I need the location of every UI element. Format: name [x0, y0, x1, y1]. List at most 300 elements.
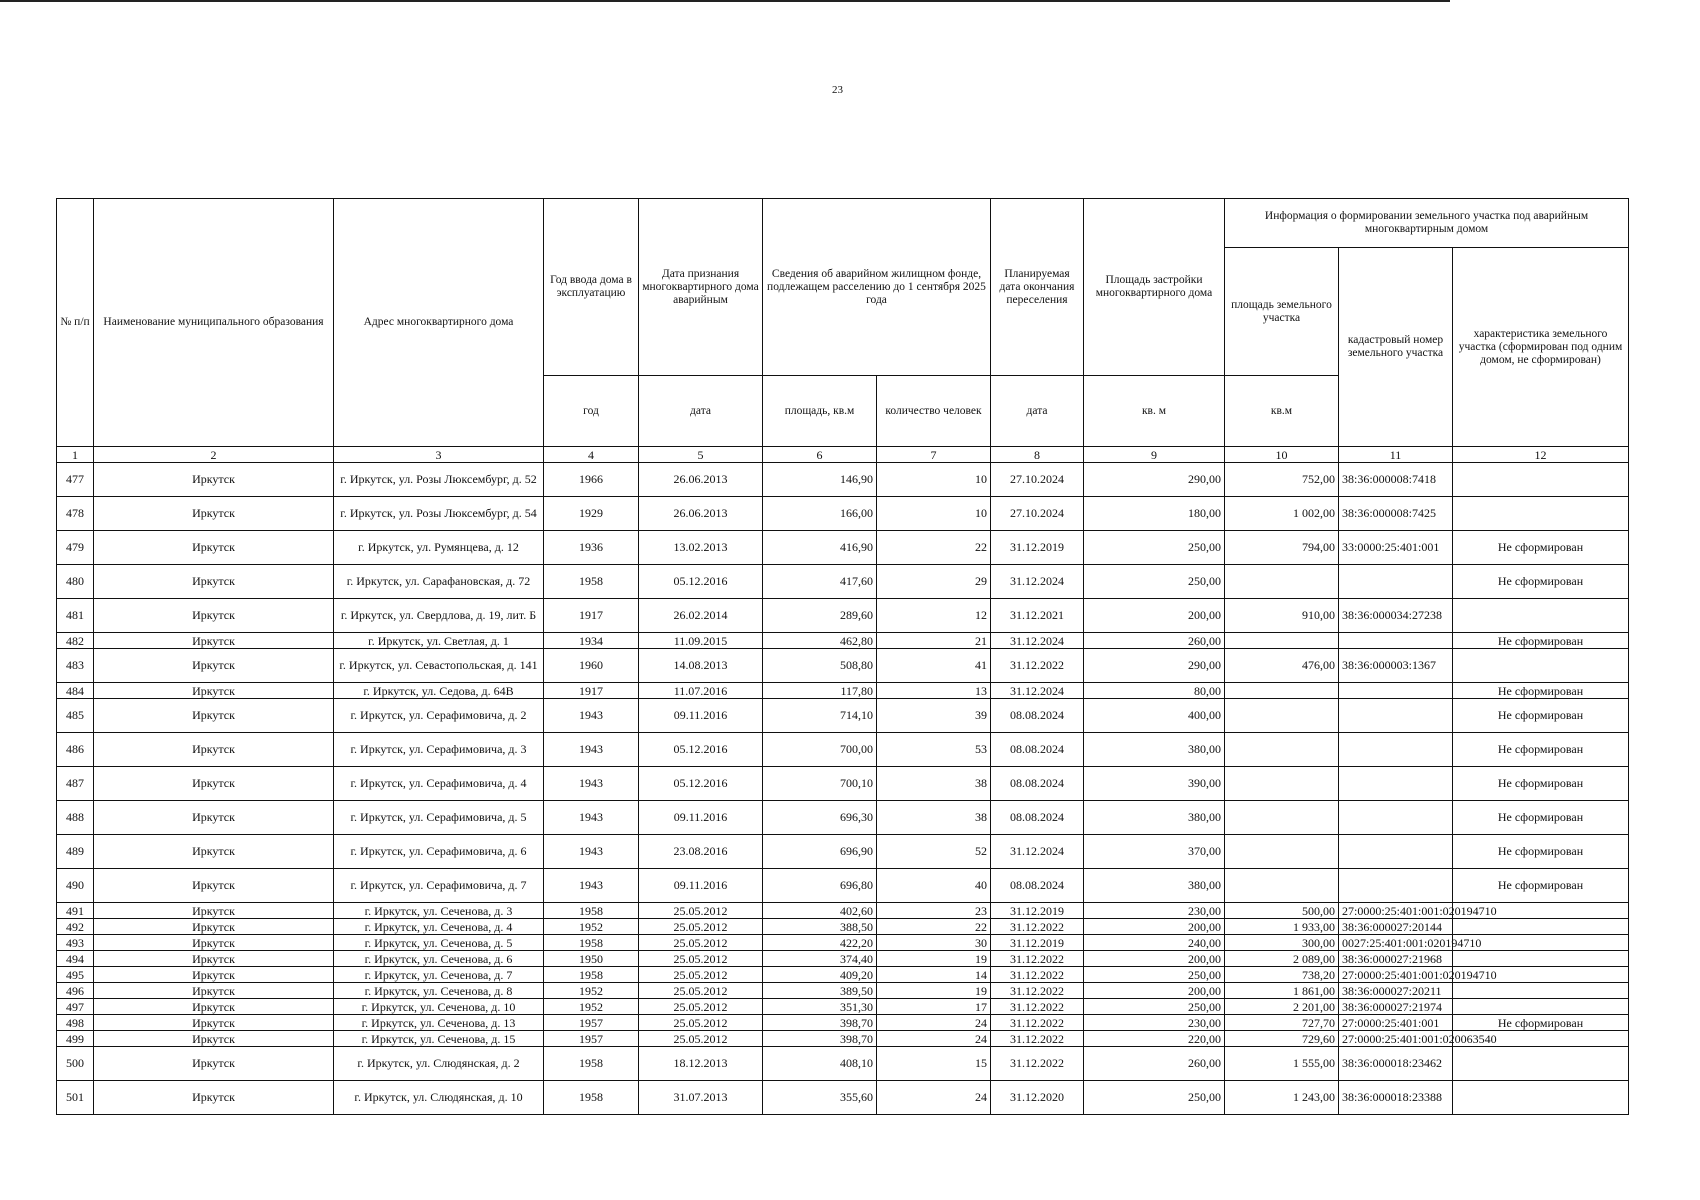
year-cell: 1943	[544, 699, 639, 733]
cadastral-cell: 38:36:000018:23462	[1339, 1047, 1453, 1081]
column-number: 5	[639, 447, 763, 463]
year-cell: 1917	[544, 599, 639, 633]
building-area-cell: 290,00	[1084, 463, 1225, 497]
area-cell: 398,70	[763, 1031, 877, 1047]
building-area-cell: 250,00	[1084, 565, 1225, 599]
land-area-cell	[1225, 699, 1339, 733]
table-row	[57, 633, 1629, 649]
planned-date-cell: 27.10.2024	[991, 463, 1084, 497]
area-cell: 374,40	[763, 951, 877, 967]
building-area-cell: 200,00	[1084, 951, 1225, 967]
year-cell: 1929	[544, 497, 639, 531]
planned-date-cell: 31.12.2022	[991, 983, 1084, 999]
municipality-cell: Иркутск	[94, 967, 334, 983]
row-number: 496	[57, 983, 94, 999]
header-address: Адрес многоквартирного дома	[334, 199, 544, 447]
year-cell: 1952	[544, 919, 639, 935]
table-row	[57, 983, 1629, 999]
land-characteristic-cell: Не сформирован	[1453, 835, 1629, 869]
people-cell: 22	[877, 919, 991, 935]
table-row	[57, 497, 1629, 531]
date-cell: 31.07.2013	[639, 1081, 763, 1115]
land-area-cell: 1 243,00	[1225, 1081, 1339, 1115]
row-number: 477	[57, 463, 94, 497]
building-area-cell: 380,00	[1084, 869, 1225, 903]
municipality-cell: Иркутск	[94, 1047, 334, 1081]
table-row	[57, 1031, 1629, 1047]
building-area-cell: 200,00	[1084, 919, 1225, 935]
row-number: 492	[57, 919, 94, 935]
municipality-cell: Иркутск	[94, 869, 334, 903]
planned-date-cell: 27.10.2024	[991, 497, 1084, 531]
municipality-cell: Иркутск	[94, 835, 334, 869]
building-area-cell: 370,00	[1084, 835, 1225, 869]
table-row	[57, 1015, 1629, 1031]
date-cell: 25.05.2012	[639, 919, 763, 935]
area-cell: 408,10	[763, 1047, 877, 1081]
land-characteristic-cell	[1453, 1047, 1629, 1081]
people-cell: 10	[877, 463, 991, 497]
people-cell: 24	[877, 1015, 991, 1031]
area-cell: 700,00	[763, 733, 877, 767]
land-characteristic-cell: Не сформирован	[1453, 633, 1629, 649]
land-characteristic-cell: Не сформирован	[1453, 683, 1629, 699]
area-cell: 388,50	[763, 919, 877, 935]
date-cell: 09.11.2016	[639, 869, 763, 903]
table-row	[57, 699, 1629, 733]
building-area-cell: 200,00	[1084, 983, 1225, 999]
people-cell: 10	[877, 497, 991, 531]
municipality-cell: Иркутск	[94, 767, 334, 801]
table-row	[57, 683, 1629, 699]
people-cell: 23	[877, 903, 991, 919]
area-cell: 402,60	[763, 903, 877, 919]
people-cell: 15	[877, 1047, 991, 1081]
area-cell: 422,20	[763, 935, 877, 951]
table-row	[57, 903, 1629, 919]
header-municipality: Наименование муниципального образования	[94, 199, 334, 447]
land-area-cell: 476,00	[1225, 649, 1339, 683]
date-cell: 09.11.2016	[639, 801, 763, 835]
building-area-cell: 230,00	[1084, 1015, 1225, 1031]
planned-date-cell: 31.12.2022	[991, 999, 1084, 1015]
land-characteristic-cell	[1453, 983, 1629, 999]
table-row	[57, 733, 1629, 767]
cadastral-cell	[1339, 633, 1453, 649]
address-cell: г. Иркутск, ул. Севастопольская, д. 141	[334, 649, 544, 683]
table-row	[57, 801, 1629, 835]
row-number: 478	[57, 497, 94, 531]
address-cell: г. Иркутск, ул. Сеченова, д. 10	[334, 999, 544, 1015]
year-cell: 1950	[544, 951, 639, 967]
cadastral-cell: 38:36:000027:21974	[1339, 999, 1453, 1015]
planned-date-cell: 08.08.2024	[991, 733, 1084, 767]
people-cell: 24	[877, 1031, 991, 1047]
building-area-cell: 380,00	[1084, 733, 1225, 767]
area-cell: 146,90	[763, 463, 877, 497]
land-characteristic-cell	[1453, 951, 1629, 967]
planned-date-cell: 31.12.2022	[991, 1047, 1084, 1081]
row-number: 490	[57, 869, 94, 903]
building-area-cell: 80,00	[1084, 683, 1225, 699]
year-cell: 1957	[544, 1015, 639, 1031]
people-cell: 52	[877, 835, 991, 869]
address-cell: г. Иркутск, ул. Серафимовича, д. 2	[334, 699, 544, 733]
column-number: 2	[94, 447, 334, 463]
municipality-cell: Иркутск	[94, 1015, 334, 1031]
year-cell: 1917	[544, 683, 639, 699]
address-cell: г. Иркутск, ул. Сеченова, д. 13	[334, 1015, 544, 1031]
row-number: 486	[57, 733, 94, 767]
subheader-people: количество человек	[877, 376, 991, 447]
cadastral-cell: 38:36:000003:1367	[1339, 649, 1453, 683]
table-row	[57, 967, 1629, 983]
header-date-emergency: Дата признания многоквартирного дома аварийным	[639, 199, 763, 376]
planned-date-cell: 31.12.2022	[991, 1015, 1084, 1031]
municipality-cell: Иркутск	[94, 633, 334, 649]
cadastral-cell	[1339, 869, 1453, 903]
people-cell: 38	[877, 801, 991, 835]
year-cell: 1958	[544, 1081, 639, 1115]
planned-date-cell: 08.08.2024	[991, 801, 1084, 835]
column-number: 9	[1084, 447, 1225, 463]
building-area-cell: 390,00	[1084, 767, 1225, 801]
municipality-cell: Иркутск	[94, 463, 334, 497]
planned-date-cell: 31.12.2024	[991, 683, 1084, 699]
cadastral-cell: 38:36:000027:20144	[1339, 919, 1453, 935]
date-cell: 25.05.2012	[639, 1031, 763, 1047]
area-cell: 696,30	[763, 801, 877, 835]
cadastral-cell	[1339, 835, 1453, 869]
column-number: 8	[991, 447, 1084, 463]
planned-date-cell: 31.12.2021	[991, 599, 1084, 633]
year-cell: 1958	[544, 935, 639, 951]
table-row	[57, 919, 1629, 935]
area-cell: 409,20	[763, 967, 877, 983]
people-cell: 19	[877, 983, 991, 999]
municipality-cell: Иркутск	[94, 565, 334, 599]
date-cell: 25.05.2012	[639, 1015, 763, 1031]
header-planned-date: Планируемая дата окончания переселения	[991, 199, 1084, 376]
planned-date-cell: 08.08.2024	[991, 699, 1084, 733]
land-area-cell: 738,20	[1225, 967, 1339, 983]
table-row	[57, 1047, 1629, 1081]
year-cell: 1943	[544, 869, 639, 903]
land-characteristic-cell: Не сформирован	[1453, 733, 1629, 767]
column-number-row	[57, 447, 1629, 463]
address-cell: г. Иркутск, ул. Серафимовича, д. 6	[334, 835, 544, 869]
cadastral-cell: 27:0000:25:401:001:020063540	[1339, 1031, 1453, 1047]
area-cell: 398,70	[763, 1015, 877, 1031]
municipality-cell: Иркутск	[94, 1081, 334, 1115]
date-cell: 05.12.2016	[639, 565, 763, 599]
address-cell: г. Иркутск, ул. Розы Люксембург, д. 52	[334, 463, 544, 497]
year-cell: 1943	[544, 835, 639, 869]
land-area-cell	[1225, 565, 1339, 599]
year-cell: 1958	[544, 1047, 639, 1081]
municipality-cell: Иркутск	[94, 649, 334, 683]
land-area-cell	[1225, 835, 1339, 869]
header-year-built: Год ввода дома в эксплуатацию	[544, 199, 639, 376]
address-cell: г. Иркутск, ул. Серафимовича, д. 5	[334, 801, 544, 835]
year-cell: 1936	[544, 531, 639, 565]
cadastral-cell: 0027:25:401:001:020194710	[1339, 935, 1453, 951]
cadastral-cell	[1339, 733, 1453, 767]
cadastral-cell: 38:36:000027:20211	[1339, 983, 1453, 999]
table-row	[57, 531, 1629, 565]
municipality-cell: Иркутск	[94, 919, 334, 935]
area-cell: 355,60	[763, 1081, 877, 1115]
area-cell: 289,60	[763, 599, 877, 633]
subheader-year: год	[544, 376, 639, 447]
area-cell: 508,80	[763, 649, 877, 683]
land-area-cell	[1225, 801, 1339, 835]
planned-date-cell: 31.12.2022	[991, 951, 1084, 967]
table-row	[57, 1081, 1629, 1115]
cadastral-cell: 38:36:000027:21968	[1339, 951, 1453, 967]
municipality-cell: Иркутск	[94, 951, 334, 967]
land-area-cell: 1 555,00	[1225, 1047, 1339, 1081]
planned-date-cell: 31.12.2020	[991, 1081, 1084, 1115]
municipality-cell: Иркутск	[94, 935, 334, 951]
land-area-cell: 500,00	[1225, 903, 1339, 919]
people-cell: 24	[877, 1081, 991, 1115]
column-number: 12	[1453, 447, 1629, 463]
people-cell: 41	[877, 649, 991, 683]
year-cell: 1958	[544, 903, 639, 919]
row-number: 498	[57, 1015, 94, 1031]
header-land-characteristic: характеристика земельного участка (сформирован под одним домом, не сформирован)	[1453, 248, 1629, 447]
land-characteristic-cell	[1453, 497, 1629, 531]
land-characteristic-cell	[1453, 463, 1629, 497]
table-row	[57, 463, 1629, 497]
land-characteristic-cell	[1453, 999, 1629, 1015]
row-number: 483	[57, 649, 94, 683]
row-number: 499	[57, 1031, 94, 1047]
subheader-land-kvm: кв.м	[1225, 376, 1339, 447]
municipality-cell: Иркутск	[94, 983, 334, 999]
row-number: 495	[57, 967, 94, 983]
building-area-cell: 230,00	[1084, 903, 1225, 919]
date-cell: 26.06.2013	[639, 463, 763, 497]
area-cell: 166,00	[763, 497, 877, 531]
municipality-cell: Иркутск	[94, 1031, 334, 1047]
address-cell: г. Иркутск, ул. Седова, д. 64В	[334, 683, 544, 699]
land-characteristic-cell: Не сформирован	[1453, 531, 1629, 565]
municipality-cell: Иркутск	[94, 801, 334, 835]
year-cell: 1958	[544, 565, 639, 599]
emergency-housing-table	[56, 198, 1629, 1115]
area-cell: 416,90	[763, 531, 877, 565]
year-cell: 1943	[544, 767, 639, 801]
row-number: 485	[57, 699, 94, 733]
cadastral-cell	[1339, 565, 1453, 599]
table-row	[57, 599, 1629, 633]
land-area-cell: 2 089,00	[1225, 951, 1339, 967]
cadastral-cell: 27:0000:25:401:001	[1339, 1015, 1453, 1031]
date-cell: 18.12.2013	[639, 1047, 763, 1081]
table-row	[57, 935, 1629, 951]
planned-date-cell: 31.12.2022	[991, 919, 1084, 935]
address-cell: г. Иркутск, ул. Сеченова, д. 7	[334, 967, 544, 983]
planned-date-cell: 31.12.2019	[991, 935, 1084, 951]
land-area-cell: 729,60	[1225, 1031, 1339, 1047]
date-cell: 25.05.2012	[639, 967, 763, 983]
land-area-cell: 300,00	[1225, 935, 1339, 951]
building-area-cell: 260,00	[1084, 1047, 1225, 1081]
people-cell: 17	[877, 999, 991, 1015]
subheader-building-kvm: кв. м	[1084, 376, 1225, 447]
people-cell: 38	[877, 767, 991, 801]
date-cell: 26.06.2013	[639, 497, 763, 531]
year-cell: 1943	[544, 801, 639, 835]
table-row	[57, 565, 1629, 599]
building-area-cell: 250,00	[1084, 1081, 1225, 1115]
row-number: 479	[57, 531, 94, 565]
year-cell: 1966	[544, 463, 639, 497]
address-cell: г. Иркутск, ул. Розы Люксембург, д. 54	[334, 497, 544, 531]
land-area-cell: 1 861,00	[1225, 983, 1339, 999]
people-cell: 13	[877, 683, 991, 699]
address-cell: г. Иркутск, ул. Серафимовича, д. 4	[334, 767, 544, 801]
address-cell: г. Иркутск, ул. Сеченова, д. 8	[334, 983, 544, 999]
land-characteristic-cell	[1453, 599, 1629, 633]
area-cell: 696,90	[763, 835, 877, 869]
land-characteristic-cell: Не сформирован	[1453, 767, 1629, 801]
municipality-cell: Иркутск	[94, 999, 334, 1015]
column-number: 10	[1225, 447, 1339, 463]
building-area-cell: 260,00	[1084, 633, 1225, 649]
land-area-cell	[1225, 633, 1339, 649]
planned-date-cell: 08.08.2024	[991, 869, 1084, 903]
people-cell: 21	[877, 633, 991, 649]
address-cell: г. Иркутск, ул. Серафимовича, д. 3	[334, 733, 544, 767]
address-cell: г. Иркутск, ул. Сеченова, д. 6	[334, 951, 544, 967]
date-cell: 09.11.2016	[639, 699, 763, 733]
address-cell: г. Иркутск, ул. Сеченова, д. 4	[334, 919, 544, 935]
cadastral-cell: 38:36:000034:27238	[1339, 599, 1453, 633]
address-cell: г. Иркутск, ул. Румянцева, д. 12	[334, 531, 544, 565]
land-characteristic-cell	[1453, 1081, 1629, 1115]
people-cell: 40	[877, 869, 991, 903]
year-cell: 1934	[544, 633, 639, 649]
date-cell: 11.07.2016	[639, 683, 763, 699]
land-characteristic-cell: Не сформирован	[1453, 801, 1629, 835]
subheader-planned-date: дата	[991, 376, 1084, 447]
row-number: 500	[57, 1047, 94, 1081]
cadastral-cell: 27:0000:25:401:001:020194710	[1339, 903, 1453, 919]
address-cell: г. Иркутск, ул. Свердлова, д. 19, лит. Б	[334, 599, 544, 633]
land-area-cell	[1225, 683, 1339, 699]
column-number: 7	[877, 447, 991, 463]
municipality-cell: Иркутск	[94, 903, 334, 919]
header-num: № п/п	[57, 199, 94, 447]
people-cell: 39	[877, 699, 991, 733]
table-row	[57, 767, 1629, 801]
land-area-cell	[1225, 767, 1339, 801]
table-row	[57, 999, 1629, 1015]
address-cell: г. Иркутск, ул. Сеченова, д. 3	[334, 903, 544, 919]
planned-date-cell: 08.08.2024	[991, 767, 1084, 801]
land-area-cell: 794,00	[1225, 531, 1339, 565]
building-area-cell: 250,00	[1084, 967, 1225, 983]
land-area-cell: 2 201,00	[1225, 999, 1339, 1015]
cadastral-cell	[1339, 699, 1453, 733]
land-characteristic-cell: Не сформирован	[1453, 565, 1629, 599]
top-border-line	[0, 0, 1450, 2]
year-cell: 1957	[544, 1031, 639, 1047]
column-number: 3	[334, 447, 544, 463]
header-fund-info: Сведения об аварийном жилищном фонде, подлежащем расселению до 1 сентября 2025 года	[763, 199, 991, 376]
area-cell: 462,80	[763, 633, 877, 649]
planned-date-cell: 31.12.2024	[991, 565, 1084, 599]
people-cell: 12	[877, 599, 991, 633]
row-number: 487	[57, 767, 94, 801]
building-area-cell: 220,00	[1084, 1031, 1225, 1047]
address-cell: г. Иркутск, ул. Слюдянская, д. 2	[334, 1047, 544, 1081]
building-area-cell: 200,00	[1084, 599, 1225, 633]
date-cell: 05.12.2016	[639, 767, 763, 801]
header-land-info: Информация о формировании земельного участка под аварийным многоквартирным домом	[1225, 199, 1629, 248]
people-cell: 29	[877, 565, 991, 599]
land-characteristic-cell: Не сформирован	[1453, 699, 1629, 733]
area-cell: 714,10	[763, 699, 877, 733]
planned-date-cell: 31.12.2022	[991, 967, 1084, 983]
table-body	[57, 463, 1629, 1115]
address-cell: г. Иркутск, ул. Серафимовича, д. 7	[334, 869, 544, 903]
land-area-cell	[1225, 733, 1339, 767]
area-cell: 696,80	[763, 869, 877, 903]
row-number: 480	[57, 565, 94, 599]
date-cell: 11.09.2015	[639, 633, 763, 649]
area-cell: 700,10	[763, 767, 877, 801]
address-cell: г. Иркутск, ул. Светлая, д. 1	[334, 633, 544, 649]
date-cell: 13.02.2013	[639, 531, 763, 565]
subheader-date: дата	[639, 376, 763, 447]
address-cell: г. Иркутск, ул. Слюдянская, д. 10	[334, 1081, 544, 1115]
municipality-cell: Иркутск	[94, 497, 334, 531]
date-cell: 25.05.2012	[639, 903, 763, 919]
address-cell: г. Иркутск, ул. Сеченова, д. 15	[334, 1031, 544, 1047]
planned-date-cell: 31.12.2019	[991, 531, 1084, 565]
column-number: 1	[57, 447, 94, 463]
municipality-cell: Иркутск	[94, 699, 334, 733]
land-characteristic-cell: Не сформирован	[1453, 1015, 1629, 1031]
year-cell: 1943	[544, 733, 639, 767]
land-area-cell: 727,70	[1225, 1015, 1339, 1031]
cadastral-cell	[1339, 801, 1453, 835]
column-number: 4	[544, 447, 639, 463]
planned-date-cell: 31.12.2022	[991, 1031, 1084, 1047]
area-cell: 351,30	[763, 999, 877, 1015]
column-number: 6	[763, 447, 877, 463]
year-cell: 1958	[544, 967, 639, 983]
municipality-cell: Иркутск	[94, 531, 334, 565]
area-cell: 389,50	[763, 983, 877, 999]
row-number: 481	[57, 599, 94, 633]
table-row	[57, 649, 1629, 683]
municipality-cell: Иркутск	[94, 683, 334, 699]
table-row	[57, 869, 1629, 903]
cadastral-cell: 38:36:000008:7425	[1339, 497, 1453, 531]
subheader-area: площадь, кв.м	[763, 376, 877, 447]
building-area-cell: 250,00	[1084, 999, 1225, 1015]
header-cadastral: кадастровый номер земельного участка	[1339, 248, 1453, 447]
municipality-cell: Иркутск	[94, 733, 334, 767]
people-cell: 53	[877, 733, 991, 767]
table-row	[57, 835, 1629, 869]
area-cell: 117,80	[763, 683, 877, 699]
